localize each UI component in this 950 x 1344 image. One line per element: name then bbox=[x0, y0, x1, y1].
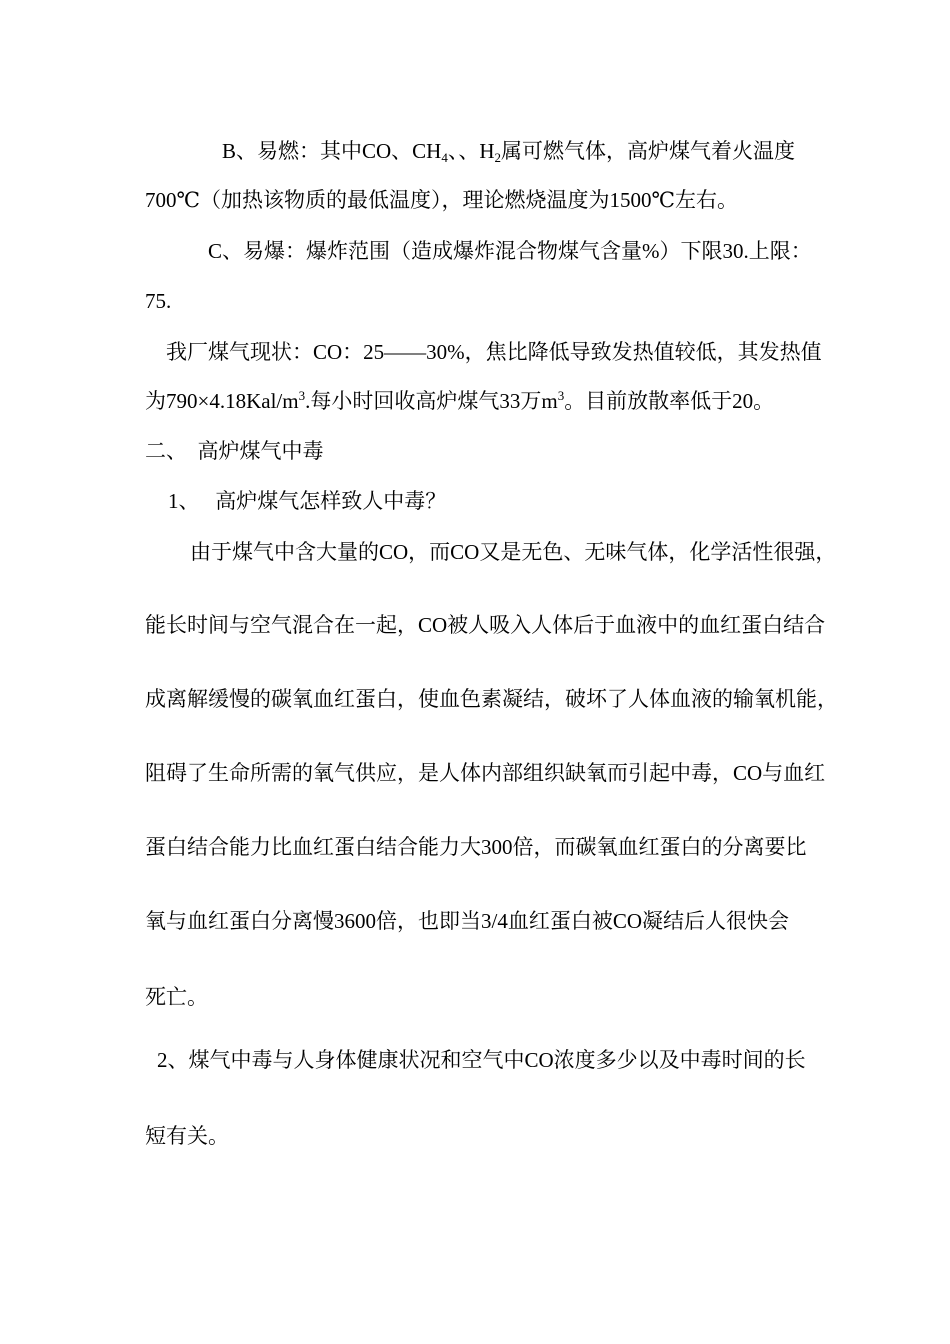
question-1-heading: 1、 高炉煤气怎样致人中毒？ bbox=[168, 489, 447, 513]
q2-paragraph-line-1: 2、煤气中毒与人身体健康状况和空气中CO浓度多少以及中毒时间的长 bbox=[157, 1048, 806, 1072]
q1-paragraph-line-2: 能长时间与空气混合在一起，CO被人吸入人体后于血液中的血红蛋白结合 bbox=[145, 613, 826, 637]
flammable-text-c: 属可燃气体，高炉煤气着火温度 bbox=[501, 139, 796, 163]
q2-paragraph-line-2: 短有关。 bbox=[145, 1124, 229, 1148]
status-line-1: 我厂煤气现状：CO：25——30%，焦比降低导致发热值较低，其发热值 bbox=[166, 340, 822, 364]
explosive-line-2: 75. bbox=[145, 289, 172, 313]
status-line-2 bbox=[145, 388, 774, 414]
q1-paragraph-line-4: 阻碍了生命所需的氧气供应，是人体内部组织缺氧而引起中毒，CO与血红 bbox=[145, 761, 826, 785]
status-text-c: 。目前放散率低于20。 bbox=[564, 389, 775, 413]
flammable-line-2: 700℃（加热该物质的最低温度），理论燃烧温度为1500℃左右。 bbox=[145, 188, 738, 212]
subscript-2: 2 bbox=[494, 150, 502, 165]
flammable-text-a: B、易燃：其中CO、CH bbox=[222, 139, 442, 163]
status-text-a: 为790×4.18Kal/m bbox=[145, 389, 299, 413]
superscript-3b: 3 bbox=[557, 388, 565, 403]
status-text-b: .每小时回收高炉煤气33万m bbox=[305, 389, 558, 413]
explosive-line-1: C、易爆：爆炸范围（造成爆炸混合物煤气含量%）下限30.上限： bbox=[208, 239, 812, 263]
q1-paragraph-line-7: 死亡。 bbox=[145, 985, 208, 1009]
flammable-line-1 bbox=[222, 138, 795, 164]
section-2-heading: 二、 高炉煤气中毒 bbox=[145, 439, 324, 463]
q1-paragraph-line-5: 蛋白结合能力比血红蛋白结合能力大300倍，而碳氧血红蛋白的分离要比 bbox=[145, 835, 807, 859]
subscript-4: 4 bbox=[441, 150, 448, 165]
q1-paragraph-line-6: 氧与血红蛋白分离慢3600倍，也即当3/4血红蛋白被CO凝结后人很快会 bbox=[145, 909, 790, 933]
q1-paragraph-line-3: 成离解缓慢的碳氧血红蛋白，使血色素凝结，破坏了人体血液的输氧机能， bbox=[145, 687, 838, 711]
q1-paragraph-line-1: 由于煤气中含大量的CO，而CO又是无色、无味气体，化学活性很强， bbox=[190, 540, 837, 564]
superscript-3a: 3 bbox=[298, 388, 306, 403]
flammable-text-b: 、、H bbox=[447, 139, 495, 163]
